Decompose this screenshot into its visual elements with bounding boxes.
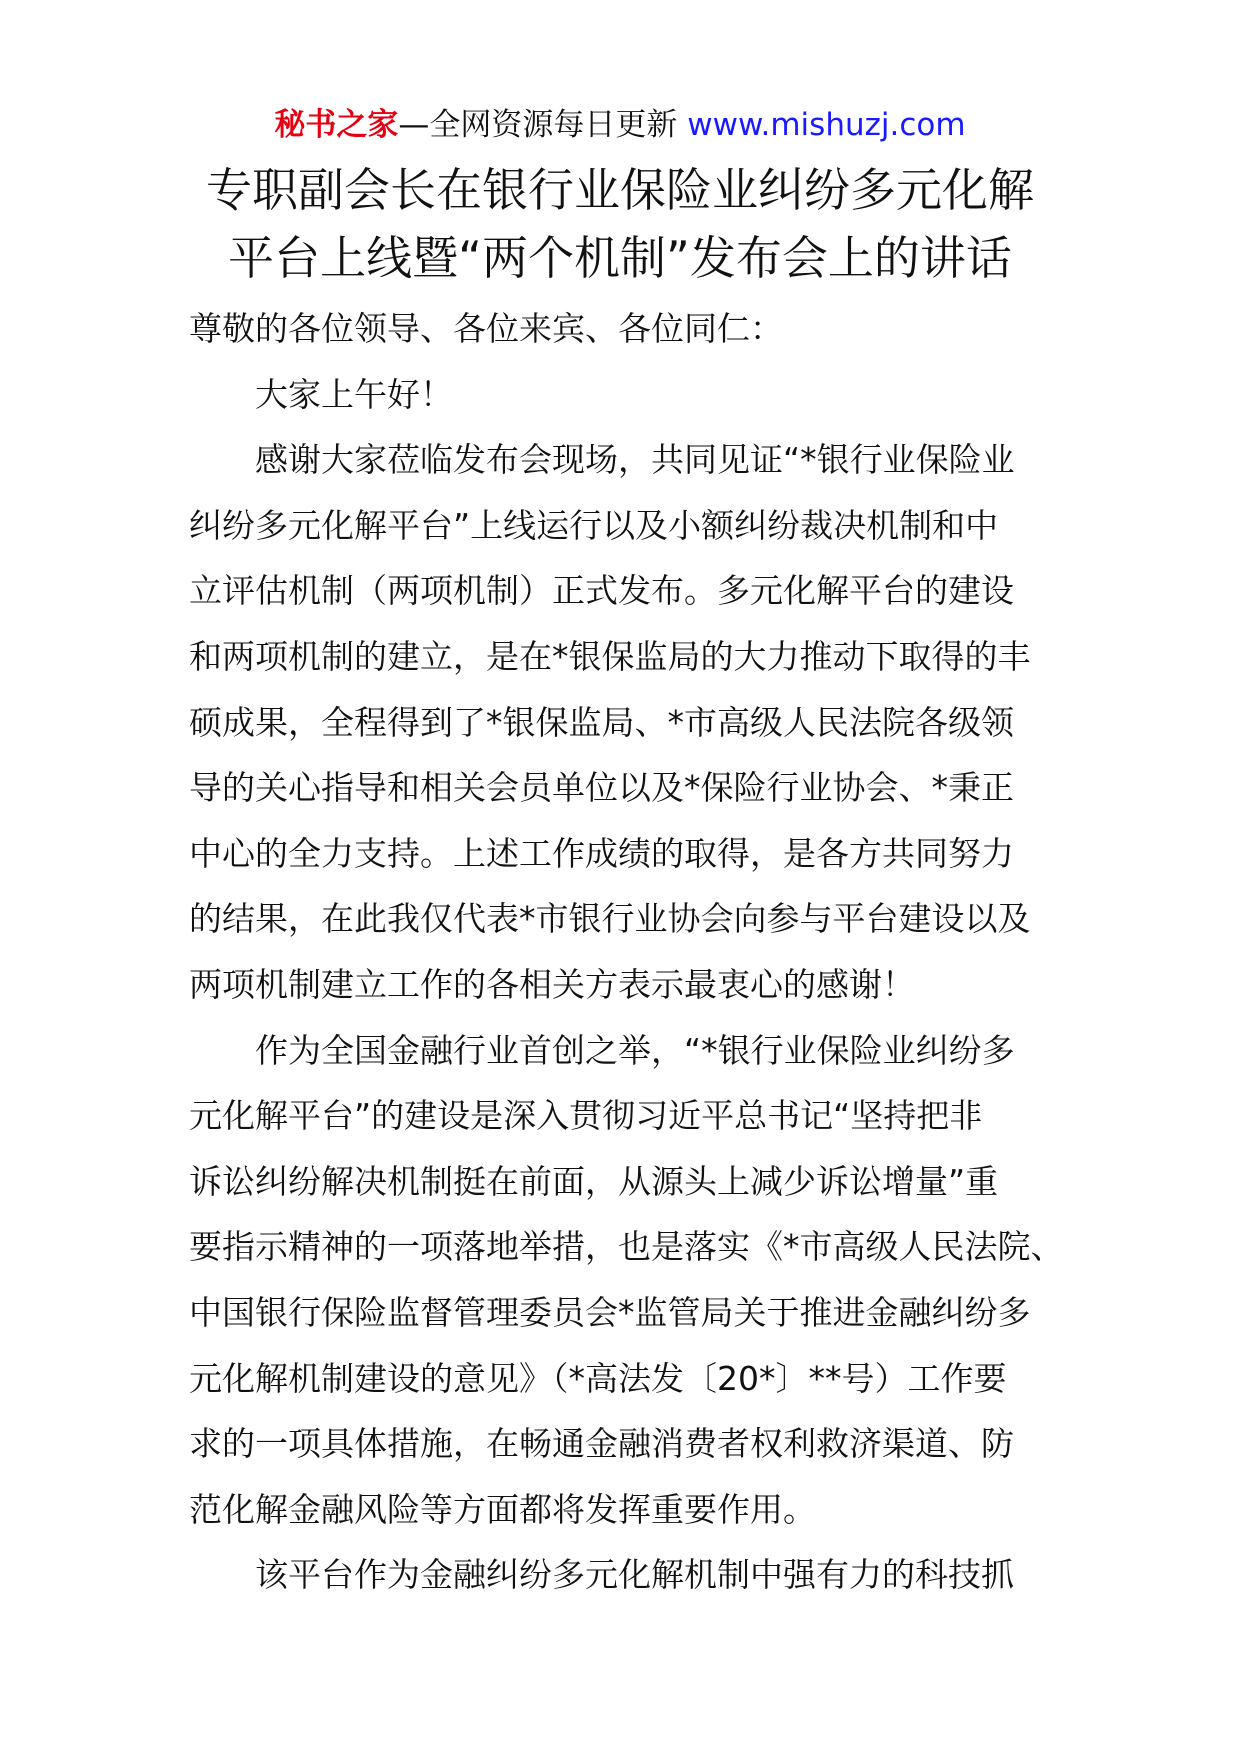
paragraph-line: 和两项机制的建立，是在*银保监局的大力推动下取得的丰 bbox=[189, 636, 1031, 676]
paragraph-line: 两项机制建立工作的各相关方表示最衷心的感谢！ bbox=[189, 964, 915, 1004]
paragraph-line: 元化解平台”的建设是深入贯彻习近平总书记“坚持把非 bbox=[189, 1096, 983, 1136]
paragraph-line: 元化解机制建设的意见》（*高法发〔20*〕**号）工作要 bbox=[189, 1358, 1007, 1398]
speech-body bbox=[189, 296, 1089, 1608]
paragraph-line: 要指示精神的一项落地举措，也是落实《*市高级人民法院、 bbox=[189, 1227, 1064, 1267]
salutation-line: 尊敬的各位领导、各位来宾、各位同仁： bbox=[189, 309, 783, 348]
paragraph-line: 硕成果，全程得到了*银保监局、*市高级人民法院各级领 bbox=[189, 702, 1014, 742]
header-tagline: —全网资源每日更新 bbox=[398, 107, 678, 143]
document-title-line-2: 平台上线暨“两个机制”发布会上的讲话 bbox=[228, 231, 1012, 285]
paragraph-line: 的结果，在此我仅代表*市银行业协会向参与平台建设以及 bbox=[189, 899, 1031, 939]
paragraph-line: 范化解金融风险等方面都将发挥重要作用。 bbox=[189, 1489, 816, 1529]
paragraph-line: 中心的全力支持。上述工作成绩的取得，是各方共同努力 bbox=[189, 833, 1014, 873]
paragraph-line: 诉讼纠纷解决机制挺在前面，从源头上减少诉讼增量”重 bbox=[189, 1161, 999, 1201]
greeting-line: 大家上午好！ bbox=[255, 374, 453, 414]
paragraph-line: 作为全国金融行业首创之举，“*银行业保险业纠纷多 bbox=[255, 1030, 1015, 1070]
brand-name: 秘书之家 bbox=[274, 107, 399, 143]
paragraph-line: 中国银行保险监督管理委员会*监管局关于推进金融纠纷多 bbox=[189, 1292, 1031, 1332]
document-title-line-1: 专职副会长在银行业保险业纠纷多元化解 bbox=[206, 163, 1034, 217]
paragraph-line: 纠纷多元化解平台”上线运行以及小额纠纷裁决机制和中 bbox=[189, 505, 999, 545]
site-url-link[interactable]: www.mishuzj.com bbox=[687, 107, 966, 143]
paragraph-line: 立评估机制（两项机制）正式发布。多元化解平台的建设 bbox=[189, 571, 1014, 611]
paragraph-line: 该平台作为金融纠纷多元化解机制中强有力的科技抓 bbox=[255, 1555, 1014, 1595]
paragraph-line: 导的关心指导和相关会员单位以及*保险行业协会、*秉正 bbox=[189, 768, 1014, 808]
paragraph-line: 求的一项具体措施，在畅通金融消费者权利救济渠道、防 bbox=[189, 1424, 1014, 1464]
site-header bbox=[0, 103, 1240, 147]
paragraph-line: 感谢大家莅临发布会现场，共同见证“*银行业保险业 bbox=[255, 440, 1015, 480]
